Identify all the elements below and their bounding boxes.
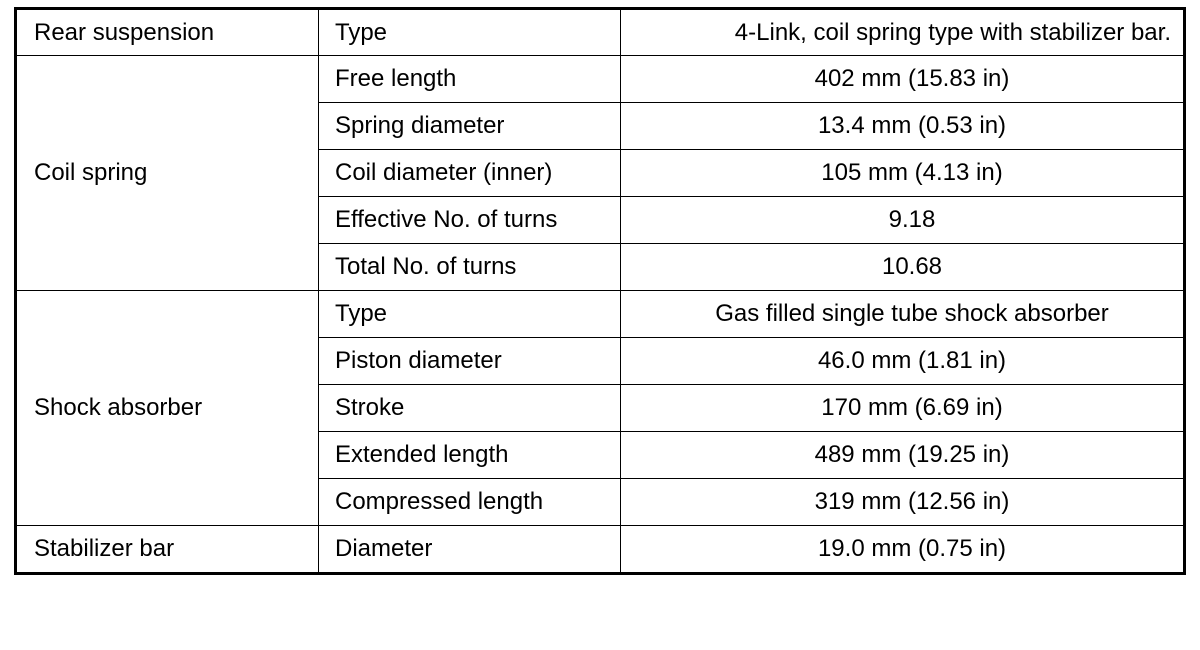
item-value: 19.0 mm (0.75 in) [621,526,1185,574]
item-value: 105 mm (4.13 in) [621,150,1185,197]
item-value: Gas filled single tube shock absorber [621,291,1185,338]
item-label: Diameter [319,526,621,574]
item-label: Spring diameter [319,103,621,150]
item-value: 402 mm (15.83 in) [621,56,1185,103]
item-value: 170 mm (6.69 in) [621,385,1185,432]
item-label: Effective No. of turns [319,197,621,244]
group-label-rear-suspension: Rear suspension [16,9,319,56]
item-value: 319 mm (12.56 in) [621,479,1185,526]
group-label-stabilizer-bar: Stabilizer bar [16,526,319,574]
item-value: 10.68 [621,244,1185,291]
item-label: Total No. of turns [319,244,621,291]
item-value: 46.0 mm (1.81 in) [621,338,1185,385]
item-label: Coil diameter (inner) [319,150,621,197]
item-label: Extended length [319,432,621,479]
item-label: Type [319,9,621,56]
group-label-coil-spring: Coil spring [16,56,319,291]
item-label: Compressed length [319,479,621,526]
item-value: 9.18 [621,197,1185,244]
item-label: Free length [319,56,621,103]
item-value: 489 mm (19.25 in) [621,432,1185,479]
item-label: Piston diameter [319,338,621,385]
item-value: 4-Link, coil spring type with stabilizer bar. [621,9,1185,56]
table-row [16,291,1185,338]
item-label: Type [319,291,621,338]
item-label: Stroke [319,385,621,432]
item-value: 13.4 mm (0.53 in) [621,103,1185,150]
table-row [16,526,1185,574]
group-label-shock-absorber: Shock absorber [16,291,319,526]
rear-suspension-spec-table [14,7,1186,575]
table-row [16,56,1185,103]
table-row [16,9,1185,56]
